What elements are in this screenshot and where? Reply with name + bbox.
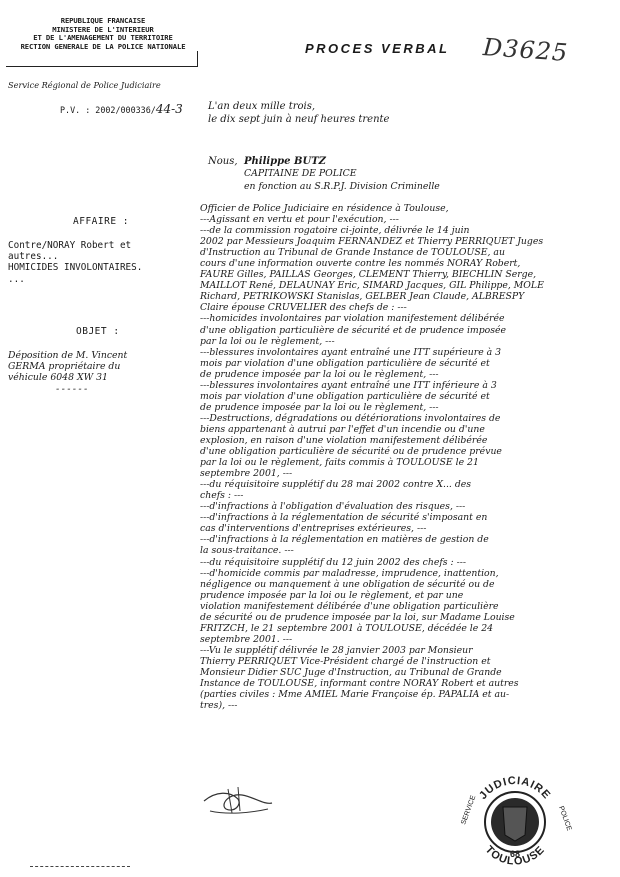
affaire-line: ... [8, 273, 25, 285]
header-line: RECTION GENERALE DE LA POLICE NATIONALE [20, 41, 186, 51]
body-line: violation manifestement délibérée d'une obligation particulière [200, 600, 499, 612]
body-line: ---d'homicide commis par maladresse, imprudence, inattention, [200, 567, 499, 579]
police-seal [455, 767, 575, 877]
affaire-line: Contre/NORAY Robert et [8, 240, 132, 251]
bottom-mark [30, 866, 130, 867]
body-line: ---du réquisitoire supplétif du 12 juin 2002 des chefs : --- [200, 556, 467, 568]
header-line: REPUBLIQUE FRANCAISE [60, 16, 146, 25]
seal-bottom-text: TOULOUSE [482, 843, 548, 868]
body-line: Monsieur Didier SUC Juge d'Instruction, au Tribunal de Grande [200, 666, 502, 678]
body-line: chefs : --- [200, 490, 244, 502]
stamp-code: D3625 [482, 33, 570, 67]
date-line-1: L'an deux mille trois, [208, 101, 316, 112]
objet-line: véhicule 6048 XW 31 [8, 372, 108, 384]
body-line: ---Destructions, dégradations ou détériorations involontaires de [200, 412, 501, 424]
body-line: ---Agissant en vertu et pour l'exécution, --- [200, 214, 399, 226]
body-line: tres), --- [200, 700, 238, 712]
seal-top-text: JUDICIAIRE [477, 774, 553, 802]
body-line: ---d'infractions à l'obligation d'évaluation des risques, --- [200, 501, 466, 513]
body-line: ---d'infractions à la réglementation de sécurité s'imposant en [200, 512, 488, 524]
document-title: PROCES VERBAL [305, 41, 450, 56]
objet-line: ------ [55, 383, 89, 395]
body-line: 2002 par Messieurs Joaquim FERNANDEZ et Thierry PERRIQUET Juges [200, 236, 544, 248]
objet-line: Déposition de M. Vincent [8, 350, 128, 361]
header-line: MINISTERE DE L'INTERIEUR [52, 24, 154, 34]
body-line: d'Instruction au Tribunal de Grande Instance de TOULOUSE, au [200, 247, 505, 259]
body-text [200, 203, 544, 711]
body-line: ---d'infractions à la réglementation en matières de gestion de [200, 534, 489, 546]
affaire-line: HOMICIDES INVOLONTAIRES. [8, 262, 143, 274]
body-line: Richard, PETRIKOWSKI Stanislas, GELBER Jean Claude, ALBRESPY [200, 291, 525, 303]
header-divider [6, 66, 198, 67]
objet-line: GERMA propriétaire du [8, 361, 121, 373]
body-line: de sécurité ou de prudence imposée par la loi, sur Madame Louise [200, 611, 515, 623]
body-line: ---du réquisitoire supplétif du 28 mai 2002 contre X... des [200, 479, 472, 491]
service-label: Service Régional de Police Judiciaire [8, 80, 161, 90]
body-line: cours d'une information ouverte contre les nommés NORAY Robert, [200, 258, 521, 270]
body-line: MAILLOT René, DELAUNAY Eric, SIMARD Jacques, GIL Philippe, MOLE [200, 280, 544, 292]
objet-block [8, 350, 188, 395]
officer-function: en fonction au S.R.P.J. Division Criminelle [244, 181, 440, 192]
seal-left-text: SERVICE [460, 794, 478, 826]
nous-label: Nous, [208, 156, 238, 167]
body-line: ---blessures involontaires ayant entraîné une ITT inférieure à 3 [200, 379, 497, 391]
body-line: négligence ou manquement à une obligation de sécurité ou de [200, 578, 495, 590]
body-line: ---blessures involontaires ayant entraîné une ITT supérieure à 3 [200, 346, 502, 358]
body-line: par la loi ou le règlement, --- [200, 335, 335, 347]
body-line: par la loi ou le règlement, faits commis à TOULOUSE le 21 [200, 457, 479, 469]
body-line: ---de la commission rogatoire ci-jointe, délivrée le 14 juin [200, 225, 470, 237]
body-line: mois par violation d'une obligation particulière de sécurité et [200, 390, 490, 402]
header-line: ET DE L'AMENAGEMENT DU TERRITOIRE [33, 33, 173, 43]
body-line: d'une obligation particulière de sécurité ou de prudence prévue [200, 446, 502, 458]
officer-name: Philippe BUTZ [244, 156, 326, 167]
body-line: cas d'interventions d'entreprises extérieures, --- [200, 523, 427, 535]
pv-label: P.V. : 2002/000336/ [60, 105, 156, 115]
body-line: biens appartenant à autrui par l'effet d'un incendie ou d'une [200, 423, 485, 435]
vertical-rule [197, 51, 198, 67]
body-line: de prudence imposée par la loi ou le règlement, --- [200, 401, 439, 413]
body-line: de prudence imposée par la loi ou le règlement, --- [200, 368, 439, 380]
body-line: la sous-traitance. --- [200, 545, 294, 557]
affaire-block [8, 240, 188, 285]
affaire-label: AFFAIRE : [73, 216, 129, 227]
affaire-line: autres... [8, 251, 59, 263]
body-line: d'une obligation particulière de sécurité et de prudence imposée [200, 324, 507, 336]
body-line: septembre 2001. --- [200, 633, 293, 645]
pv-handwritten: 44-3 [155, 102, 183, 116]
body-line: (parties civiles : Mme AMIEL Marie Françoise ép. PAPALIA et au- [200, 689, 510, 701]
body-line: ---homicides involontaires par violation manifestement délibérée [200, 313, 505, 325]
body-line: explosion, en raison d'une violation manifestement délibérée [200, 434, 488, 446]
body-line: ---Vu le supplétif délivrée le 28 janvier 2003 par Monsieur [200, 644, 473, 656]
signature [198, 783, 278, 823]
date-line-2: le dix sept juin à neuf heures trente [208, 114, 390, 125]
body-line: Instance de TOULOUSE, informant contre NORAY Robert et autres [200, 678, 519, 690]
seal-right-text: POLICE [557, 805, 573, 832]
seal-number: 68 [509, 849, 521, 859]
body-line: FAURE Gilles, PAILLAS Georges, CLEMENT Thierry, BIECHLIN Serge, [200, 269, 537, 281]
pv-number [60, 102, 183, 116]
objet-label: OBJET : [76, 326, 120, 337]
body-line: mois par violation d'une obligation particulière de sécurité et [200, 357, 490, 369]
body-line: prudence imposée par la loi ou le règlement, et par une [200, 589, 464, 601]
body-line: FRITZCH, le 21 septembre 2001 à TOULOUSE, décédée le 24 [200, 622, 494, 634]
body-line: Officier de Police Judiciaire en résidence à Toulouse, [200, 203, 449, 214]
body-line: Thierry PERRIQUET Vice-Président chargé de l'instruction et [200, 655, 491, 667]
body-line: Claire épouse CRUVELIER des chefs de : --- [200, 302, 407, 314]
body-line: septembre 2001, --- [200, 468, 293, 480]
header-block [8, 17, 198, 51]
officer-rank: CAPITAINE DE POLICE [244, 168, 357, 179]
